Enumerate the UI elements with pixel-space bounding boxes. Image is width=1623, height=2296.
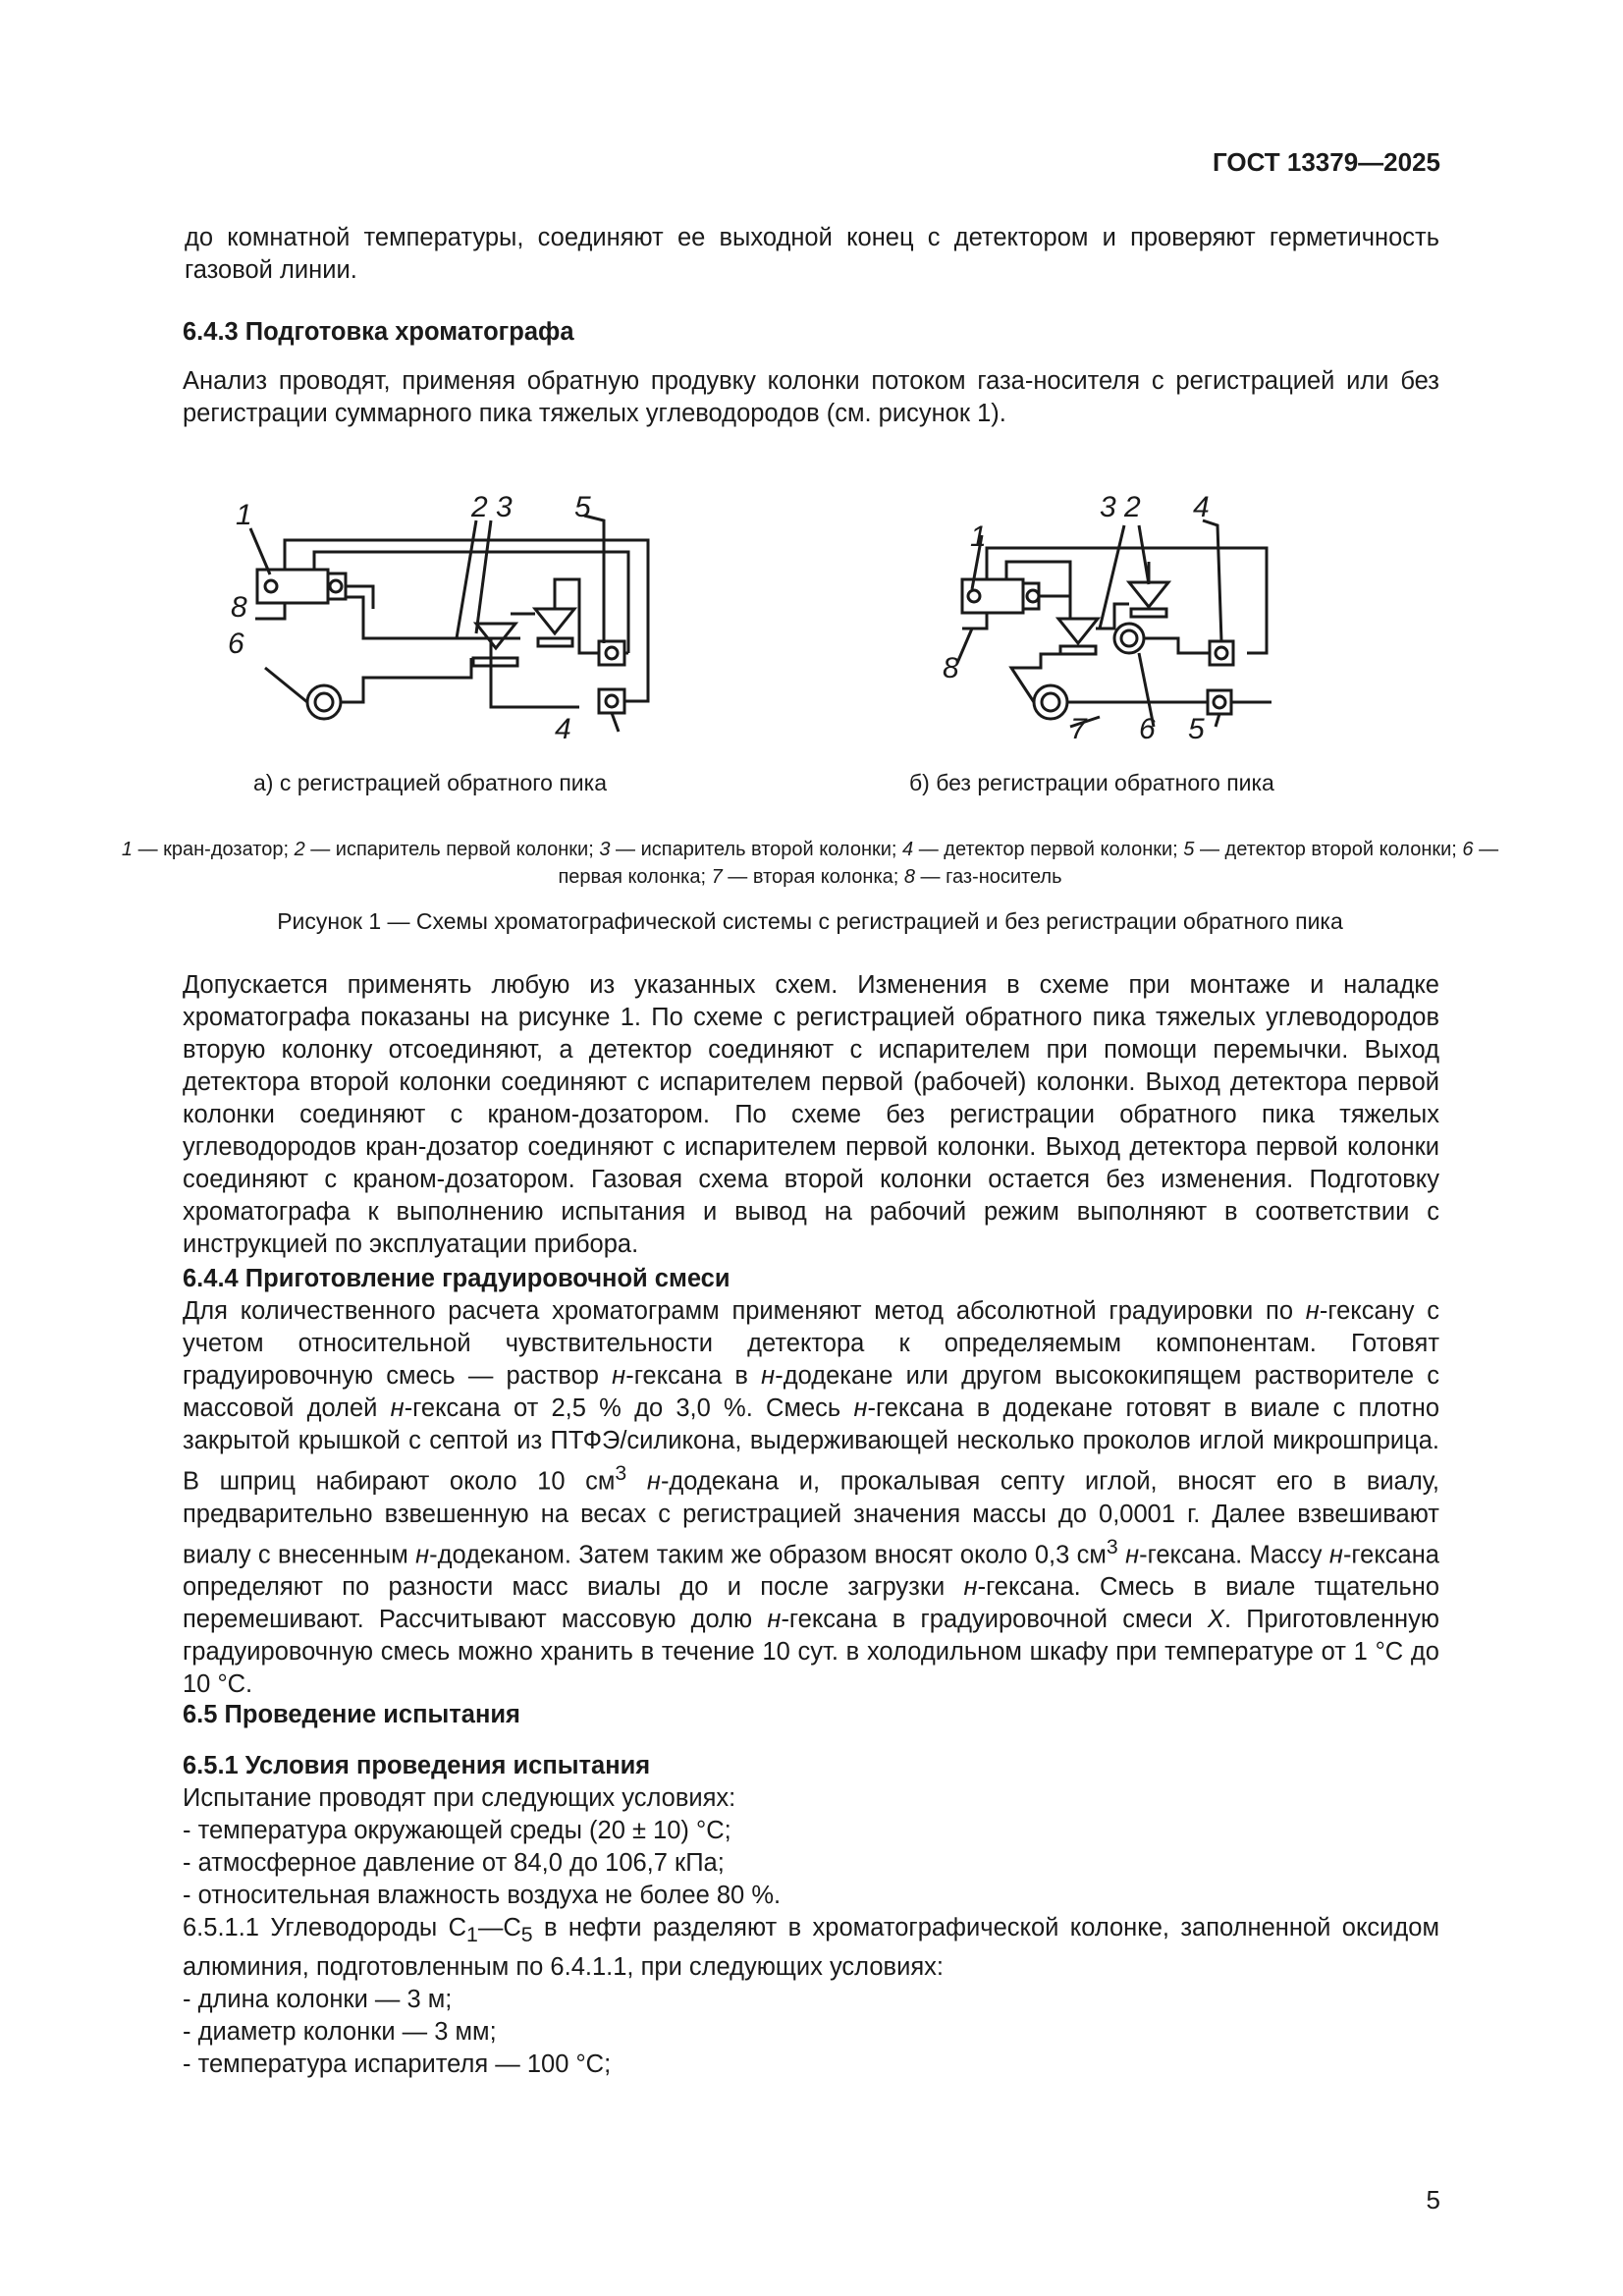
label-7: 7 (1070, 713, 1087, 745)
scheme-a-drawing (226, 481, 677, 756)
list-item: - температура окружающей среды (20 ± 10) °C; (183, 1817, 731, 1844)
section-6-5-1 (183, 1750, 1439, 2081)
paragraph-text: Допускается применять любую из указанных схем. Изменения в схеме при монтаже и наладке хроматографа показаны на рисунке 1. По схеме с регистрацией обратного пика тяжелых углеводородов вторую колонку отсоединяют, а детектор соединяют с испарителем при помощи перемычки. Выход детектора второй колонки соединяют с испарителем первой (рабочей) колонки. Выход детектора первой колонки соединяют с краном-дозатором. По схеме без регистрации обратного пика тяжелых углеводородов кран-дозатор соединяют с испарителем первой колонки. Выход детектора первой колонки соединяют с краном-дозатором. Газовая схема второй колонки остается без изменения. Подготовку хроматографа к выполнению испытания и вывод на рабочий режим выполняют в соответствии с инструкцией по эксплуатации прибора. (183, 971, 1439, 1258)
paragraph-text: Для количественного расчета хроматограмм применяют метод абсолютной градуировки по н-гексану с учетом относительной чувствительности детектора к определяемым компонентам. Готовят градуировочную смесь — раствор н-гексана в н-додекане или другом высококипящем растворителе с массовой долей н-гексана от 2,5 % до 3,0 %. Смесь н-гексана в додекане готовят в виале с плотно закрытой крышкой с септой из ПТФЭ/силикона, выдерживающей несколько проколов иглой микрошприца. В шприц набирают около 10 $см^3$ н-додекана и, прокалывая септу иглой, вносят его в виалу, предварительно взвешенную на весах с регистрацией значения массы до 0,0001 г. Далее взвешивают виалу с внесенным н-додеканом. Затем таким же образом вносят около 0,3 $см^3$ н-гексана. Массу н-гексана определяют по разности масс виалы до и после загрузки н-гексана. Смесь в виале тщательно перемешивают. Рассчитывают массовую долю н-гексана в градуировочной смеси X. Приготовленную градуировочную смесь можно хранить в течение 10 сут. в холодильном шкафу при температуре от 1 °C до 10 °C. (183, 1297, 1440, 1698)
list-item: - температура испарителя — 100 °С; (183, 2050, 612, 2079)
legend-num: 1 (121, 839, 134, 860)
paragraph-text: Испытание проводят при следующих условиях: (183, 1784, 736, 1812)
scheme-b-drawing (943, 481, 1296, 756)
list-item: - атмосферное давление от 84,0 до 106,7 кПа; (183, 1849, 725, 1877)
section-6-5 (183, 1699, 1439, 1731)
label-5: 5 (574, 491, 591, 523)
caption-a: а) с регистрацией обратного пика (253, 770, 608, 795)
section-heading: 6.4.4 Приготовление градуировочной смеси (183, 1265, 730, 1292)
label-1: 1 (970, 520, 987, 553)
label-5: 5 (1188, 713, 1205, 745)
paragraph-schemes (183, 969, 1439, 1261)
figure-title: Рисунок 1 — Схемы хроматографической системы с регистрацией и без регистрации обратного пика (277, 908, 1343, 934)
figure-legend: 1 — кран-дозатор; 2 — испаритель первой колонки; 3 — испаритель второй колонки; 4 — детектор первой колонки; 5 — детектор второй колонки; 6 — первая колонка; 7 — вторая колонка; 8 — газ-носитель (121, 839, 1499, 888)
list-item: - относительная влажность воздуха не более 80 %. (183, 1882, 782, 1909)
section-heading: 6.4.3 Подготовка хроматографа (183, 318, 574, 346)
label-6: 6 (228, 628, 244, 660)
paragraph-text: 6.5.1.1 Углеводороды $С_1—С_5$ в нефти разделяют в хроматографической колонке, заполненной оксидом алюминия, подготовленным по 6.4.1.1, при следующих условиях: (183, 1914, 1439, 1982)
label-8: 8 (943, 652, 959, 684)
label-4: 4 (555, 713, 571, 745)
section-6-4-3 (183, 316, 1439, 430)
document-code: ГОСТ 13379—2025 (1213, 147, 1440, 177)
label-6: 6 (1139, 713, 1156, 745)
list-item: - диаметр колонки — 3 мм; (183, 2018, 497, 2047)
figure-scheme-a (226, 481, 677, 761)
label-3-2: 3 2 (1100, 491, 1141, 523)
label-1: 1 (236, 499, 252, 531)
paragraph-text: Анализ проводят, применяя обратную продувку колонки потоком газа-носителя с регистрацией или без регистрации суммарного пика тяжелых углеводородов (см. рисунок 1). (183, 367, 1439, 427)
section-heading: 6.5.1 Условия проведения испытания (183, 1752, 651, 1779)
paragraph-continuation (183, 222, 1439, 287)
label-2-3: 2 3 (471, 491, 513, 523)
label-4: 4 (1193, 491, 1210, 523)
section-6-4-4 (183, 1263, 1439, 1701)
figure-scheme-b (943, 481, 1296, 761)
caption-b: б) без регистрации обратного пика (909, 770, 1274, 795)
label-8: 8 (231, 591, 247, 624)
list-item: - длина колонки — 3 м; (183, 1986, 453, 2014)
page-number: 5 (1426, 2185, 1440, 2214)
section-heading: 6.5 Проведение испытания (183, 1701, 520, 1728)
paragraph-text: до комнатной температуры, соединяют ее выходной конец с детектором и проверяют герметичность газовой линии. (185, 224, 1439, 284)
